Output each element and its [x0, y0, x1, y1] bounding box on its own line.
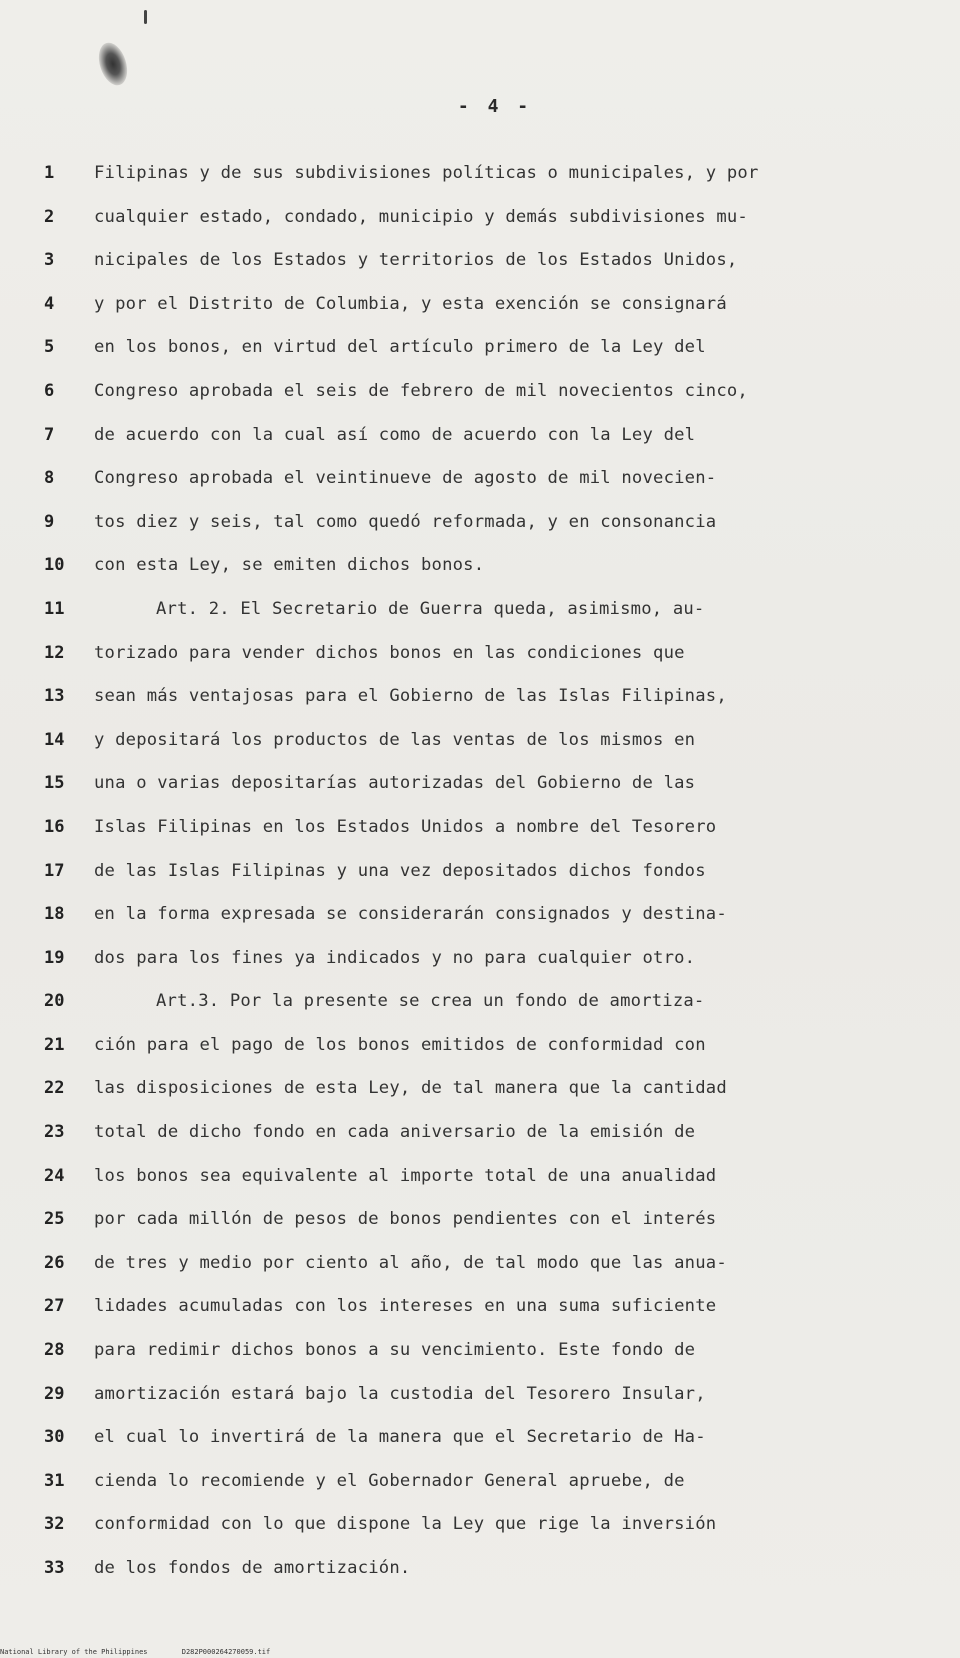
- line-number: 2: [44, 206, 55, 227]
- text-line: [44, 773, 924, 817]
- footer-library: National Library of the Philippines: [0, 1648, 148, 1656]
- text-line: [44, 817, 924, 861]
- document-body: [44, 163, 924, 1602]
- line-text: Art.3. Por la presente se crea un fondo de amortiza-: [156, 991, 705, 1012]
- line-number: 22: [44, 1078, 65, 1099]
- text-line: [44, 555, 924, 599]
- line-number: 32: [44, 1514, 65, 1535]
- line-number: 8: [44, 468, 55, 489]
- line-number: 7: [44, 424, 55, 445]
- line-text: de los fondos de amortización.: [94, 1558, 411, 1578]
- line-number: 30: [44, 1427, 65, 1448]
- text-line: [44, 1514, 924, 1558]
- line-number: 21: [44, 1034, 65, 1055]
- line-number: 1: [44, 163, 55, 183]
- text-line: [44, 294, 924, 338]
- ink-smudge: [94, 39, 132, 89]
- text-line: [44, 599, 924, 643]
- text-line: [44, 468, 924, 512]
- line-text: en la forma expresada se considerarán consignados y destina-: [94, 904, 727, 925]
- line-number: 17: [44, 860, 65, 881]
- line-number: 11: [44, 598, 65, 619]
- line-text: dos para los fines ya indicados y no para cualquier otro.: [94, 947, 696, 968]
- line-number: 10: [44, 555, 65, 576]
- text-line: [44, 381, 924, 425]
- line-text: los bonos sea equivalente al importe total de una anualidad: [94, 1165, 717, 1186]
- text-line: [44, 686, 924, 730]
- line-text: Filipinas y de sus subdivisiones políticas o municipales, y por: [94, 163, 759, 183]
- text-line: [44, 643, 924, 687]
- line-text: lidades acumuladas con los intereses en una suma suficiente: [94, 1296, 717, 1317]
- text-line: [44, 1253, 924, 1297]
- text-line: [44, 207, 924, 251]
- text-line: [44, 1427, 924, 1471]
- line-text: sean más ventajosas para el Gobierno de las Islas Filipinas,: [94, 686, 727, 707]
- line-text: cualquier estado, condado, municipio y demás subdivisiones mu-: [94, 206, 748, 227]
- line-text: tos diez y seis, tal como quedó reformada, y en consonancia: [94, 511, 717, 532]
- line-text: nicipales de los Estados y territorios de los Estados Unidos,: [94, 250, 738, 271]
- line-text: Congreso aprobada el seis de febrero de mil novecientos cinco,: [94, 380, 748, 401]
- text-line: [44, 730, 924, 774]
- text-line: [44, 1122, 924, 1166]
- text-line: [44, 1166, 924, 1210]
- footer-file: D282P000264270059.tif: [181, 1648, 271, 1656]
- text-line: [44, 861, 924, 905]
- line-number: 16: [44, 816, 65, 837]
- line-number: 5: [44, 337, 55, 358]
- line-number: 28: [44, 1340, 65, 1361]
- line-text: conformidad con lo que dispone la Ley que rige la inversión: [94, 1514, 717, 1535]
- line-text: de tres y medio por ciento al año, de tal modo que las anua-: [94, 1252, 727, 1273]
- line-number: 9: [44, 511, 55, 532]
- text-line: [44, 1384, 924, 1428]
- text-line: [44, 991, 924, 1035]
- text-line: [44, 1035, 924, 1079]
- line-number: 20: [44, 991, 65, 1012]
- line-number: 15: [44, 773, 65, 794]
- line-number: 13: [44, 686, 65, 707]
- line-text: con esta Ley, se emiten dichos bonos.: [94, 555, 485, 576]
- line-text: en los bonos, en virtud del artículo primero de la Ley del: [94, 337, 706, 358]
- text-line: [44, 250, 924, 294]
- text-line: [44, 163, 924, 207]
- line-number: 3: [44, 250, 55, 271]
- text-line: [44, 948, 924, 992]
- line-text: ción para el pago de los bonos emitidos de conformidad con: [94, 1034, 706, 1055]
- text-line: [44, 337, 924, 381]
- line-text: amortización estará bajo la custodia del Tesorero Insular,: [94, 1383, 706, 1404]
- line-number: 23: [44, 1122, 65, 1143]
- line-text: torizado para vender dichos bonos en las condiciones que: [94, 642, 685, 663]
- line-number: 18: [44, 904, 65, 925]
- text-line: [44, 904, 924, 948]
- line-text: Islas Filipinas en los Estados Unidos a nombre del Tesorero: [94, 816, 717, 837]
- line-number: 6: [44, 380, 55, 401]
- line-text: el cual lo invertirá de la manera que el Secretario de Ha-: [94, 1427, 706, 1448]
- text-line: [44, 1558, 924, 1602]
- line-text: de las Islas Filipinas y una vez depositados dichos fondos: [94, 860, 706, 881]
- line-text: cienda lo recomiende y el Gobernador General apruebe, de: [94, 1470, 685, 1491]
- text-line: [44, 1209, 924, 1253]
- line-number: 27: [44, 1296, 65, 1317]
- text-line: [44, 1340, 924, 1384]
- footer: [0, 1648, 300, 1656]
- text-line: [44, 1296, 924, 1340]
- line-number: 33: [44, 1558, 65, 1578]
- text-line: [44, 1078, 924, 1122]
- line-number: 26: [44, 1252, 65, 1273]
- line-number: 29: [44, 1383, 65, 1404]
- page-number: - 4 -: [457, 96, 533, 117]
- line-number: 25: [44, 1209, 65, 1230]
- line-text: de acuerdo con la cual así como de acuerdo con la Ley del: [94, 424, 696, 445]
- ink-mark: [144, 10, 147, 24]
- text-line: [44, 425, 924, 469]
- line-text: y por el Distrito de Columbia, y esta exención se consignará: [94, 293, 727, 314]
- text-line: [44, 1471, 924, 1515]
- line-number: 14: [44, 729, 65, 750]
- line-number: 4: [44, 293, 55, 314]
- line-text: Congreso aprobada el veintinueve de agosto de mil novecien-: [94, 468, 717, 489]
- text-line: [44, 512, 924, 556]
- line-number: 19: [44, 947, 65, 968]
- line-text: total de dicho fondo en cada aniversario de la emisión de: [94, 1122, 696, 1143]
- line-text: para redimir dichos bonos a su vencimiento. Este fondo de: [94, 1340, 696, 1361]
- line-text: las disposiciones de esta Ley, de tal manera que la cantidad: [94, 1078, 727, 1099]
- line-number: 24: [44, 1165, 65, 1186]
- line-text: Art. 2. El Secretario de Guerra queda, asimismo, au-: [156, 598, 705, 619]
- line-text: y depositará los productos de las ventas de los mismos en: [94, 729, 696, 750]
- line-number: 12: [44, 642, 65, 663]
- line-text: por cada millón de pesos de bonos pendientes con el interés: [94, 1209, 717, 1230]
- line-text: una o varias depositarías autorizadas del Gobierno de las: [94, 773, 696, 794]
- line-number: 31: [44, 1470, 65, 1491]
